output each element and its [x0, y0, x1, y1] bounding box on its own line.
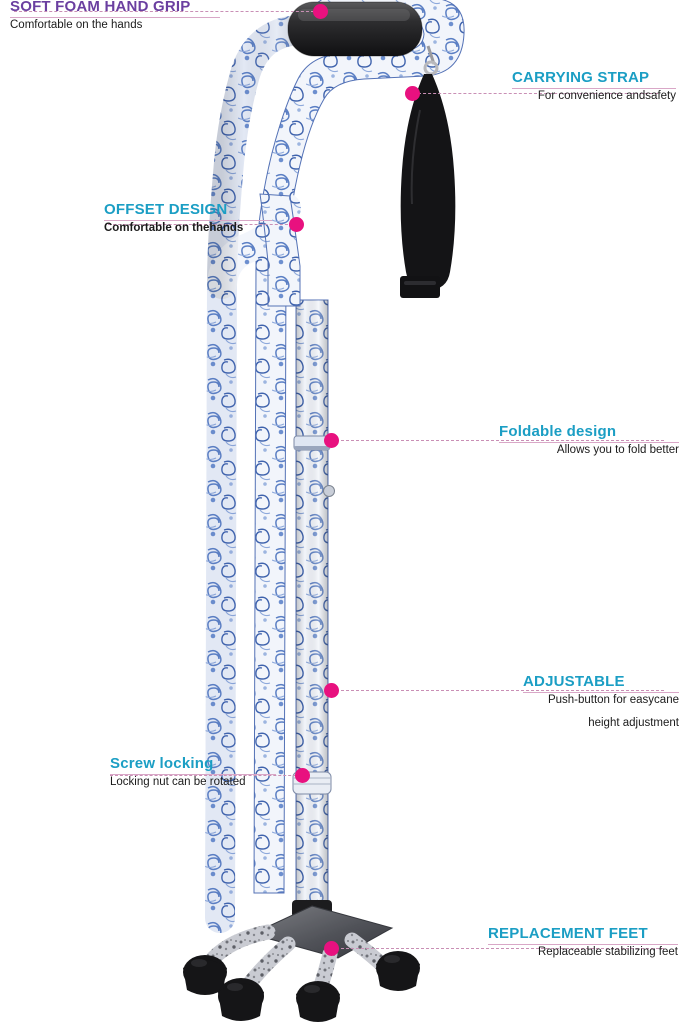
callout-desc-foldable-design: Allows you to fold better: [556, 444, 679, 456]
callout-desc-adjustable: Push-button for easycane: [547, 694, 679, 706]
callout-replacement-feet: [488, 925, 678, 960]
callout-desc-carrying-strap: For convenience andsafety: [537, 90, 676, 102]
hotspot-carrying-strap[interactable]: [405, 86, 420, 101]
callout-title-foldable-design: Foldable design: [499, 423, 617, 440]
hotspot-offset-design[interactable]: [289, 217, 304, 232]
callout-foldable-design: [499, 423, 679, 458]
callout-adjustable: [523, 673, 679, 731]
hotspot-soft-foam-hand-grip[interactable]: [313, 4, 328, 19]
callout-screw-locking: [110, 755, 276, 790]
hotspot-foldable-design[interactable]: [324, 433, 339, 448]
callout-soft-foam-hand-grip: [10, 0, 220, 33]
callout-title-adjustable: ADJUSTABLE: [523, 673, 625, 690]
callout-carrying-strap: [512, 69, 676, 104]
hotspot-replacement-feet[interactable]: [324, 941, 339, 956]
callout-desc2-adjustable: height adjustment: [588, 717, 679, 729]
callout-title-offset-design: OFFSET DESIGN: [104, 201, 228, 218]
hotspot-adjustable[interactable]: [324, 683, 339, 698]
callout-desc-screw-locking: Locking nut can be rotated: [110, 776, 246, 788]
callout-title-soft-foam-hand-grip: SOFT FOAM HAND GRIP: [10, 0, 191, 15]
callout-desc-replacement-feet: Replaceable stabilizing feet: [537, 946, 678, 958]
callout-title-carrying-strap: CARRYING STRAP: [512, 69, 650, 86]
callout-title-screw-locking: Screw locking: [110, 755, 214, 772]
callout-desc-soft-foam-hand-grip: Comfortable on the hands: [10, 19, 143, 31]
callout-desc-offset-design: Comfortable on thehands: [104, 222, 244, 234]
callout-title-replacement-feet: REPLACEMENT FEET: [488, 925, 648, 942]
callout-offset-design: [104, 201, 272, 236]
hotspot-screw-locking[interactable]: [295, 768, 310, 783]
